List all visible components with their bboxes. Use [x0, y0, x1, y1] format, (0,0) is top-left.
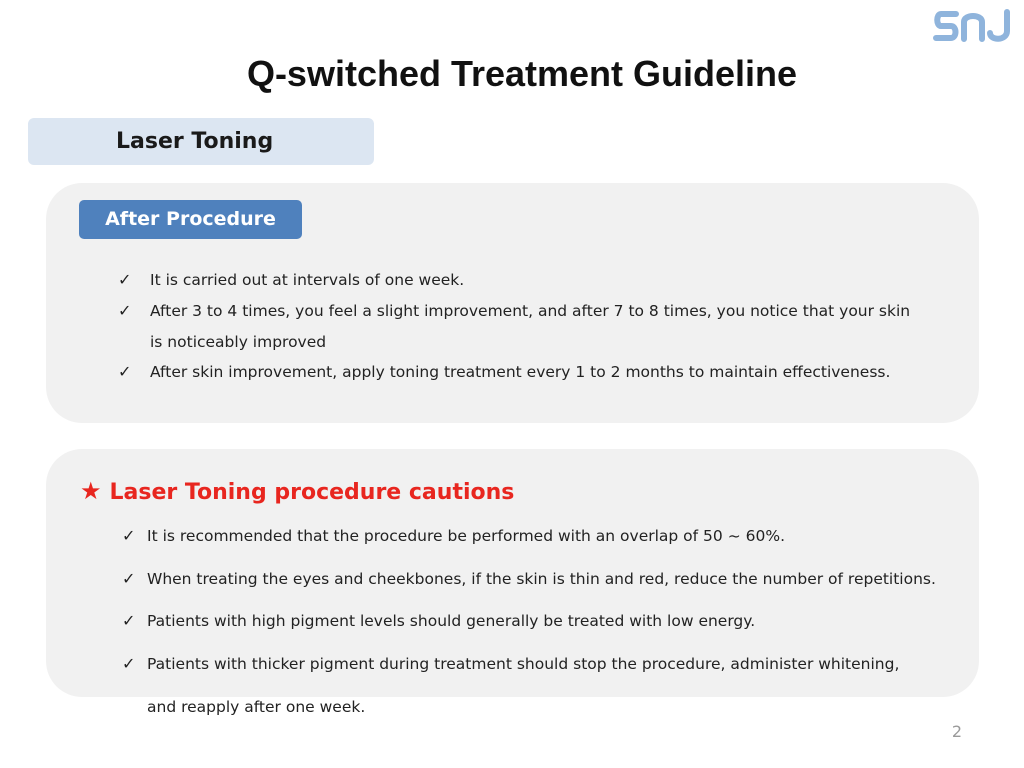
check-icon: ✓: [122, 654, 136, 673]
after-item: After skin improvement, apply toning treatment every 1 to 2 months to maintain effectiveness.: [150, 363, 891, 381]
check-icon: ✓: [118, 362, 132, 381]
cautions-title: [80, 476, 514, 508]
section-tab-label: Laser Toning: [116, 129, 274, 154]
check-icon: ✓: [122, 526, 136, 545]
page-number: 2: [951, 722, 963, 741]
check-icon: ✓: [122, 611, 136, 630]
caution-item-continuation: and reapply after one week.: [147, 698, 366, 716]
check-icon: ✓: [118, 270, 132, 289]
after-item: It is carried out at intervals of one week.: [150, 271, 465, 289]
caution-item: It is recommended that the procedure be performed with an overlap of 50 ~ 60%.: [147, 527, 785, 545]
snj-logo: [932, 8, 1016, 44]
check-icon: ✓: [118, 301, 132, 320]
caution-item: Patients with thicker pigment during treatment should stop the procedure, administer whitening,: [147, 655, 900, 673]
after-procedure-badge: After Procedure: [79, 200, 302, 239]
star-icon: ★: [80, 477, 102, 505]
caution-item: Patients with high pigment levels should generally be treated with low energy.: [147, 612, 756, 630]
page-title: Q-switched Treatment Guideline: [246, 53, 798, 94]
check-icon: ✓: [122, 569, 136, 588]
caution-item: When treating the eyes and cheekbones, if the skin is thin and red, reduce the number of repetitions.: [147, 570, 936, 588]
cautions-title-text: Laser Toning procedure cautions: [109, 480, 515, 505]
section-tab-laser-toning: [28, 118, 374, 165]
after-item: After 3 to 4 times, you feel a slight improvement, and after 7 to 8 times, you notice that your skin: [150, 302, 911, 320]
after-item-continuation: is noticeably improved: [150, 333, 327, 351]
